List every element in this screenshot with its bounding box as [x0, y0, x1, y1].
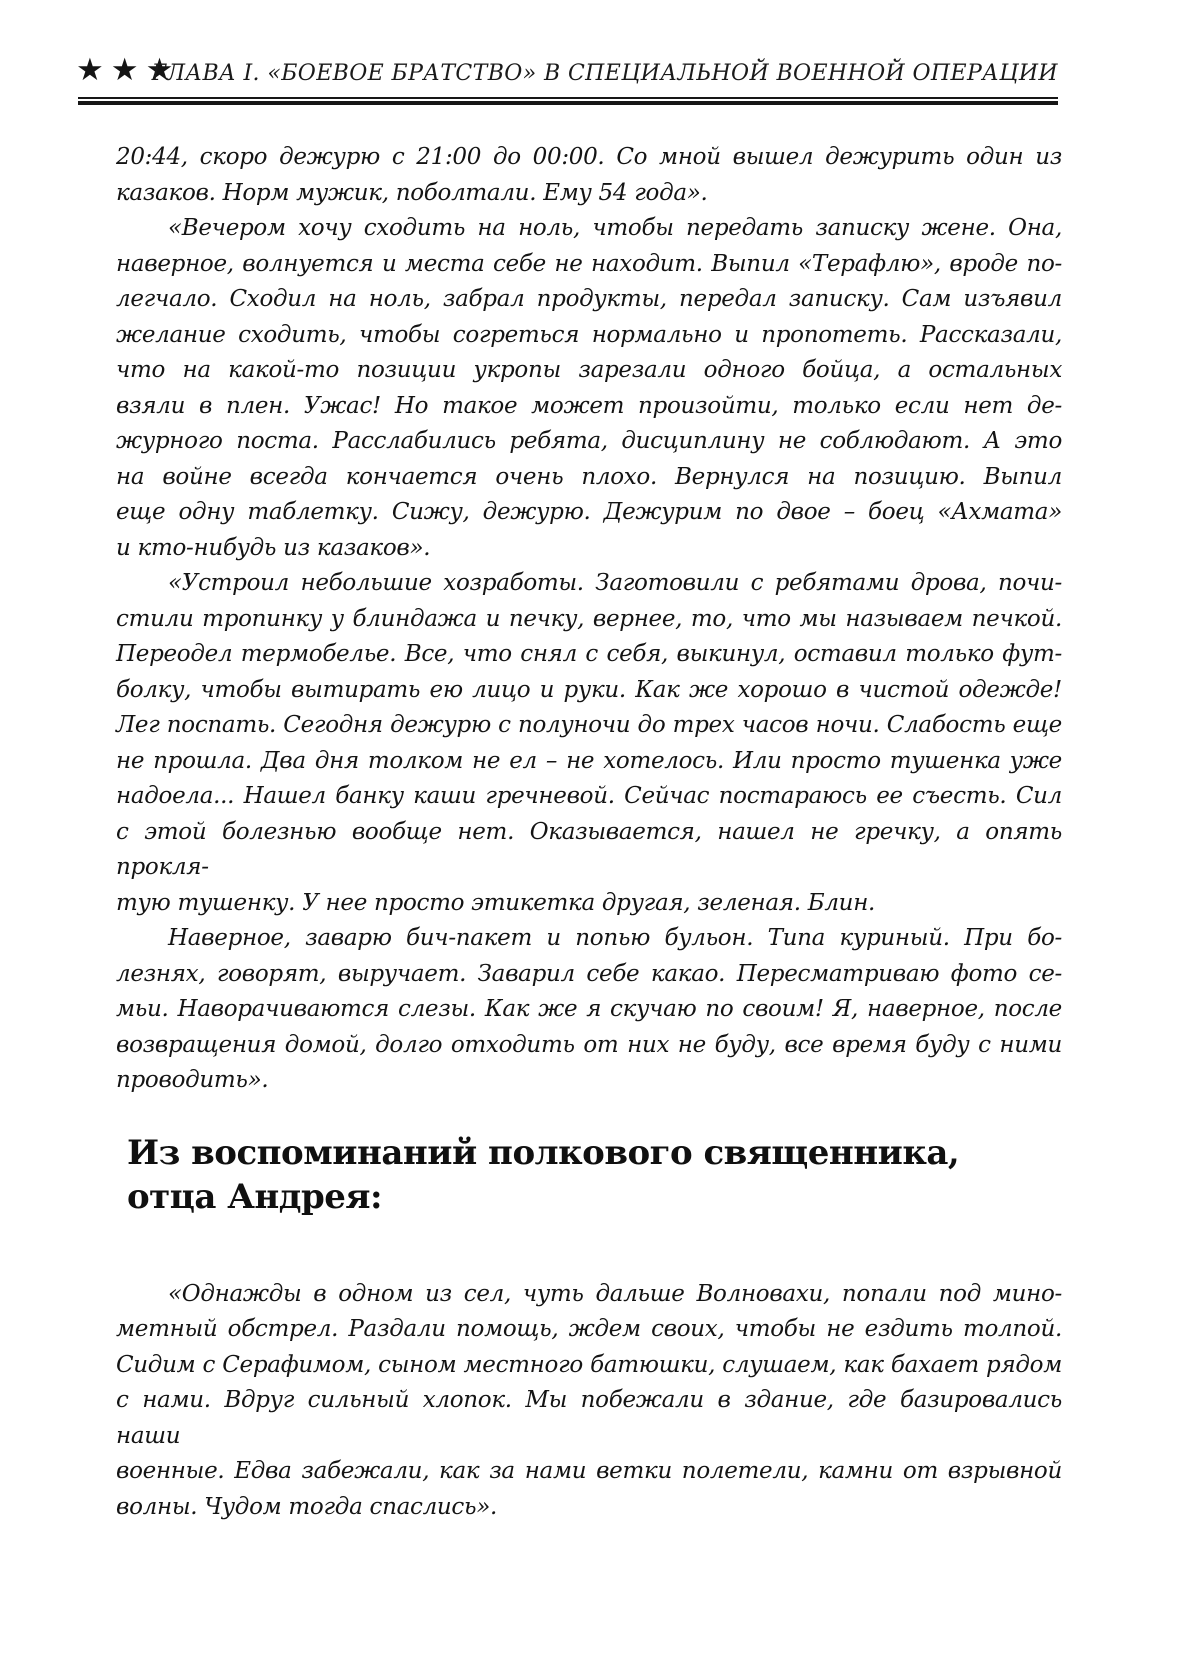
header-rule — [78, 97, 1058, 105]
text-line: проводить». — [116, 1067, 269, 1093]
paragraph-diary-evening — [116, 211, 1062, 566]
section-heading-line: Из воспоминаний полкового священника, — [127, 1132, 960, 1173]
text-line: легчало. Сходил на ноль, забрал продукты, передал записку. Сам изъявил — [116, 286, 1062, 312]
text-line: тую тушенку. У нее просто этикетка другая, зеленая. Блин. — [116, 889, 876, 916]
text-line: волны. Чудом тогда спаслись». — [116, 1493, 498, 1520]
text-line: возвращения домой, долго отходить от них не буду, все время буду с ними — [116, 1031, 1062, 1058]
text-line: болку, чтобы вытирать ею лицо и руки. Как же хорошо в чистой одежде! — [116, 676, 1062, 703]
chapter-stars-icon: ★★★ — [76, 52, 181, 88]
text-line: с нами. Вдруг сильный хлопок. Мы побежали в здание, где базировались наши — [116, 1387, 1062, 1449]
text-line: «Устроил небольшие хозработы. Заготовили с ребятами дрова, почи- — [168, 570, 1062, 596]
text-line: «Вечером хочу сходить на ноль, чтобы передать записку жене. Она, — [168, 215, 1062, 241]
text-line: с этой болезнью вообще нет. Оказывается, нашел не гречку, а опять прокля- — [116, 818, 1062, 880]
paragraph-diary-chores — [116, 566, 1062, 921]
page-content — [116, 140, 1062, 1525]
text-line: Лег поспать. Сегодня дежурю с полуночи до трех часов ночи. Слабость еще — [116, 712, 1062, 738]
text-line: Наверное, заварю бич-пакет и попью бульон. Типа куриный. При бо- — [168, 925, 1062, 951]
text-line: и кто-нибудь из казаков». — [116, 534, 431, 561]
text-line: Сидим с Серафимом, сыном местного батюшки, слушаем, как бахает рядом — [116, 1351, 1062, 1378]
section-heading — [127, 1131, 1062, 1219]
text-line: взяли в плен. Ужас! Но такое может произойти, только если нет де- — [116, 392, 1062, 419]
text-line: журного поста. Расслабились ребята, дисциплину не соблюдают. А это — [116, 428, 1062, 454]
text-line: на войне всегда кончается очень плохо. Вернулся на позицию. Выпил — [116, 463, 1062, 490]
section-heading-line: отца Андрея: — [127, 1176, 383, 1217]
text-line: еще одну таблетку. Сижу, дежурю. Дежурим по двое – боец «Ахмата» — [116, 499, 1062, 525]
text-line: не прошла. Два дня толком не ел – не хотелось. Или просто тушенка уже — [116, 747, 1062, 774]
text-line: желание сходить, чтобы согреться нормально и пропотеть. Рассказали, — [116, 321, 1062, 348]
paragraph-priest-memoir — [116, 1277, 1062, 1526]
text-line: мьи. Наворачиваются слезы. Как же я скучаю по своим! Я, наверное, после — [116, 996, 1062, 1022]
running-title: ГЛАВА I. «БОЕВОЕ БРАТСТВО» В СПЕЦИАЛЬНОЙ ВОЕННОЙ ОПЕРАЦИИ — [151, 61, 1058, 86]
paragraph-diary-continuation — [116, 140, 1062, 211]
text-line: стили тропинку у блиндажа и печку, вернее, то, что мы называем печкой. — [116, 605, 1062, 632]
text-line: 20:44, скоро дежурю с 21:00 до 00:00. Со мной вышел дежурить один из — [116, 144, 1062, 170]
text-line: надоела... Нашел банку каши гречневой. Сейчас постараюсь ее съесть. Сил — [116, 783, 1062, 809]
paragraph-diary-broth — [116, 921, 1062, 1099]
text-line: Переодел термобелье. Все, что снял с себя, выкинул, оставил только фут- — [116, 641, 1062, 667]
text-line: лезнях, говорят, выручает. Заварил себе какао. Пересматриваю фото се- — [116, 960, 1062, 987]
text-line: казаков. Норм мужик, поболтали. Ему 54 года». — [116, 179, 708, 206]
text-line: «Однажды в одном из сел, чуть дальше Волновахи, попали под мино- — [168, 1280, 1062, 1307]
text-line: наверное, волнуется и места себе не находит. Выпил «Терафлю», вроде по- — [116, 250, 1062, 277]
text-line: военные. Едва забежали, как за нами ветки полетели, камни от взрывной — [116, 1458, 1062, 1484]
text-line: что на какой-то позиции укропы зарезали одного бойца, а остальных — [116, 357, 1062, 383]
text-line: метный обстрел. Раздали помощь, ждем своих, чтобы не ездить толпой. — [116, 1316, 1062, 1342]
